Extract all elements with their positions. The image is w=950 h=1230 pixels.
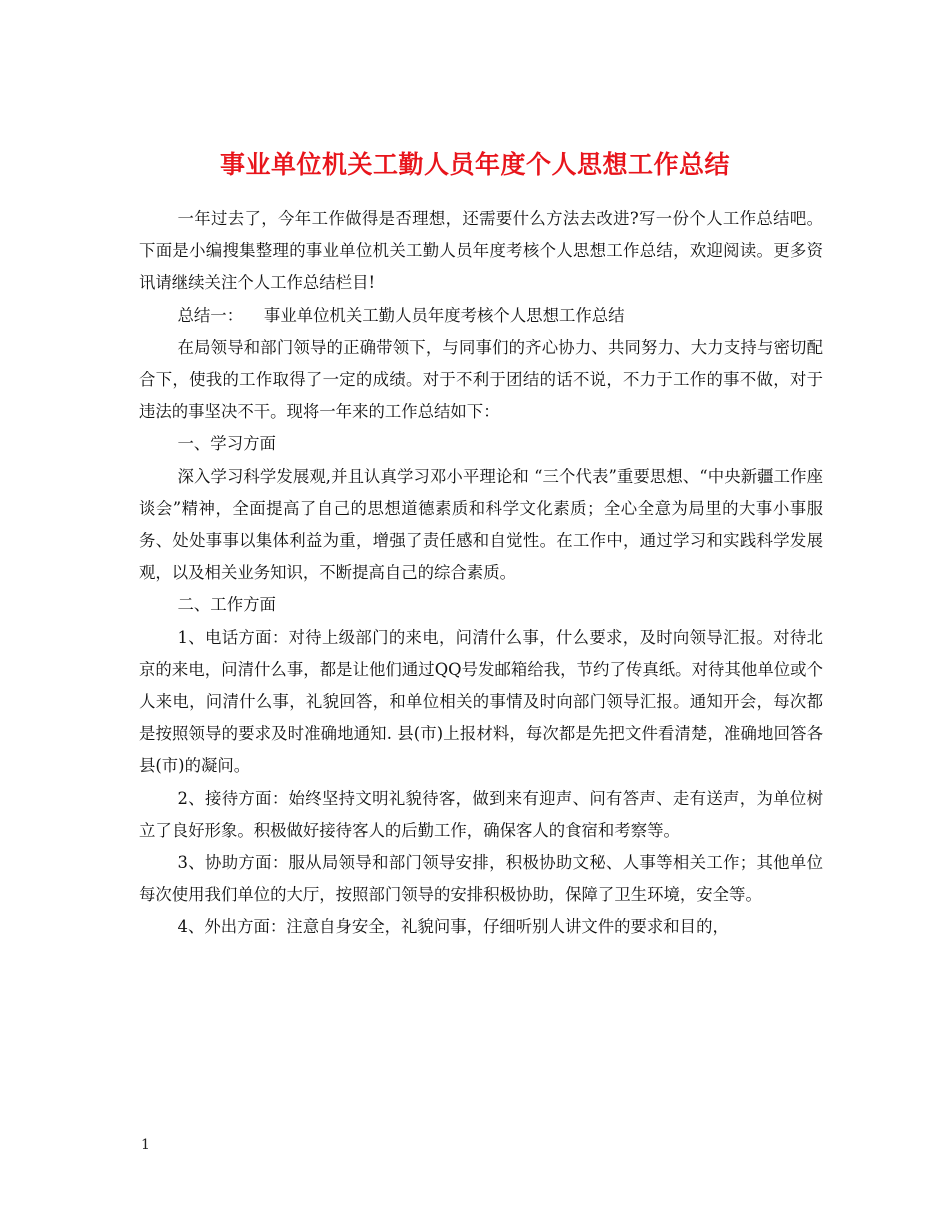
study-paragraph: 深入学习科学发展观,并且认真学习邓小平理论和 “三个代表”重要思想、“中央新疆工作座谈会”精神，全面提高了自己的思想道德素质和科学文化素质；全心全意为局里的大事小事服务、处处事事以集体利益为重，增强了责任感和自觉性。在工作中，通过学习和实践科学发展观，以及相关业务知识，不断提高自己的综合素质。 [139, 466, 823, 583]
intro-paragraph: 一年过去了，今年工作做得是否理想，还需要什么方法去改进?写一份个人工作总结吧。下面是小编搜集整理的事业单位机关工勤人员年度考核个人思想工作总结，欢迎阅读。更多资讯请继续关注个人工作总结栏目! [139, 209, 823, 293]
work-item-reception: 2、接待方面：始终坚持文明礼貌待客，做到来有迎声、问有答声、走有送声，为单位树立了良好形象。积极做好接待客人的后勤工作，确保客人的食宿和考察等。 [139, 788, 823, 840]
work-item-assistance: 3、协助方面：服从局领导和部门领导安排，积极协助文秘、人事等相关工作；其他单位每次使用我们单位的大厅，按照部门领导的安排积极协助，保障了卫生环境，安全等。 [139, 853, 823, 905]
document-title: 事业单位机关工勤人员年度个人思想工作总结 [219, 149, 730, 179]
section-heading-study: 一、学习方面 [177, 434, 276, 454]
summary-one-heading: 总结一： 事业单位机关工勤人员年度考核个人思想工作总结 [177, 305, 625, 325]
work-item-phone: 1、电话方面：对待上级部门的来电，问清什么事，什么要求，及时向领导汇报。对待北京的来电，问清什么事，都是让他们通过QQ号发邮箱给我，节约了传真纸。对待其他单位或个人来电，问清什么事，礼貌回答，和单位相关的事情及时向部门领导汇报。通知开会，每次都是按照领导的要求及时准确地通知. 县(市)上报材料，每次都是先把文件看清楚，准确地回答各县(市)的凝问。 [139, 627, 823, 776]
section-heading-work: 二、工作方面 [177, 595, 276, 615]
opening-paragraph: 在局领导和部门领导的正确带领下，与同事们的齐心协力、共同努力、大力支持与密切配合下，使我的工作取得了一定的成绩。对于不利于团结的话不说，不力于工作的事不做，对于违法的事坚决不干。现将一年来的工作总结如下： [139, 337, 823, 422]
page-number: 1 [141, 1137, 150, 1153]
work-item-outing: 4、外出方面：注意自身安全，礼貌问事，仔细听别人讲文件的要求和目的， [177, 917, 729, 937]
document-body [139, 203, 823, 944]
